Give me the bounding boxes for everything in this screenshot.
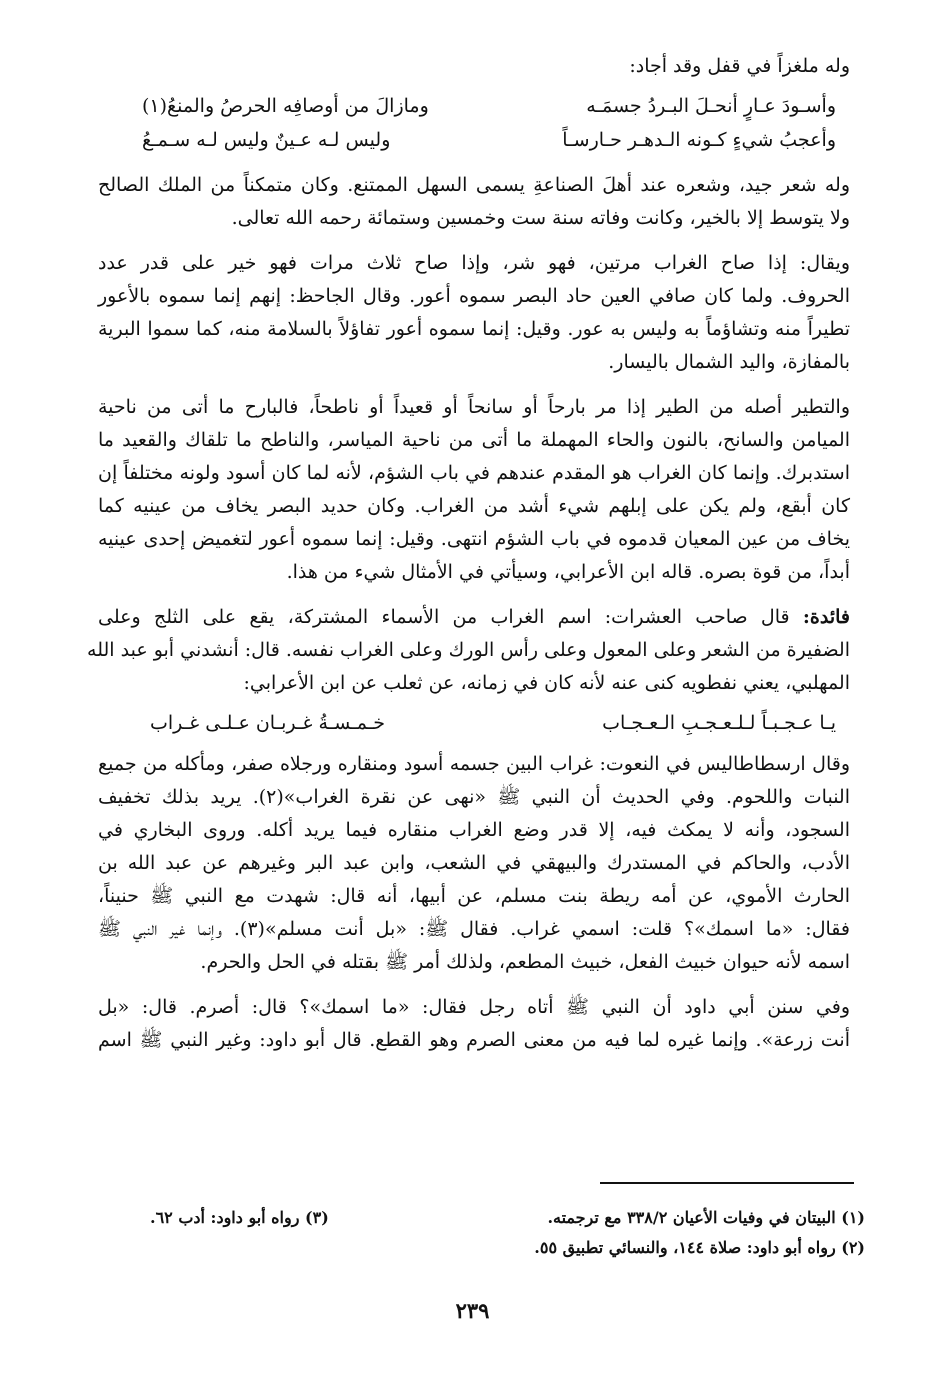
paragraph-line: ولا يتوسط إلا بالخير، وكانت وفاته سنة ست وخمسين وستمائة رحمه الله تعالى. <box>231 207 850 229</box>
verse-2-first-hemistich: وأعجبُ شيءٍ كـونه الـدهـر حـارسـاً <box>562 129 836 151</box>
paragraph-line: النبات واللحوم. وفي الحديث أن النبي ﷺ «نهى عن نقرة الغراب»(٢). يريد بذلك تخفيف <box>98 786 850 808</box>
paragraph-line: ويقال: إذا صاح الغراب مرتين، فهو شر، وإذا صاح ثلاث مرات فهو خير على قدر عدد <box>98 252 850 274</box>
footnote-divider <box>600 1182 854 1184</box>
paragraph-2 <box>98 247 850 379</box>
paragraph-line-text: قال صاحب العشرات: اسم الغراب من الأسماء المشتركة، يقع على الثلج وعلى <box>98 606 803 628</box>
verse-line-3 <box>98 706 850 740</box>
paragraph-1 <box>98 169 850 235</box>
paragraph-line: والتطير أصله من الطير إذا مر بارحاً أو سانحاً أو قعيداً أو ناطحاً، فالبارح ما أتى من ناحية <box>98 396 850 418</box>
verse-3-second-hemistich: خـمـسـةُ غـربـان عـلـى غـراب <box>150 712 386 734</box>
footnote-row <box>150 1203 865 1233</box>
page-number: ٢٣٩ <box>455 1298 490 1323</box>
paragraph-line: أبداً، من قوة بصره. قاله ابن الأعرابي، وسيأتي في الأمثال شيء من هذا. <box>286 561 850 583</box>
paragraph-line: استدبرك. وإنما كان الغراب هو المقدم عندهم في باب الشؤم، لأنه لما كان أسود ولونه مختلفاً إن <box>98 462 850 484</box>
paragraph-line: بالمفازة، واليد الشمال باليسار. <box>608 351 850 373</box>
paragraph-line: وفي سنن أبي داود أن النبي ﷺ أتاه رجل فقال: «ما اسمك»؟ قال: أصرم. قال: «بل <box>98 996 850 1018</box>
verse-line-2 <box>98 123 850 157</box>
paragraph-3 <box>98 391 850 589</box>
footnote-row <box>150 1233 865 1263</box>
paragraph-line: الأدب، والحاكم في المستدرك والبيهقي في الشعب، وابن عبد البر وغيرهم عن عبد الله بن <box>98 852 850 874</box>
verse-3-first-hemistich: يـا عـجـبـاً لـلـعـجـبِ الـعـجـاب <box>602 712 836 734</box>
verse-2-second-hemistich: وليس لـه عـينٌ وليس لـه سـمـعُ <box>142 129 391 151</box>
paragraph-6 <box>98 991 850 1057</box>
footnote-2: (٢) رواه أبو داود: صلاة ١٤٤، والنسائي تطبيق ٥٥. <box>534 1238 865 1257</box>
verse-1-second-hemistich: ومازالَ من أوصافِه الحرصُ والمنعُ(١) <box>142 95 429 117</box>
verse-1-first-hemistich: وأسـودَ عـارٍ أنحـلَ البـردُ جسمَـه <box>586 95 836 117</box>
paragraph-line: الضفيرة من الشعر وعلى المعول وعلى رأس الورك وعلى الغراب نفسه. قال: أنشدني أبو عبد الله <box>87 639 850 661</box>
paragraph-line: يخاف من عين المعيان قدموه في باب الشؤم انتهى. وقيل: إنما سموه أعور لتغميض إحدى عينيه <box>98 528 850 550</box>
paragraph-line: الحروف. ولما كان صافي العين حاد البصر سموه أعور. وقال الجاحظ: إنهم إنما سموه بالأعور <box>98 285 850 307</box>
note-label: فائدة: <box>802 606 850 628</box>
paragraph-line: فقال: «ما اسمك»؟ قلت: اسمي غراب. فقال ﷺ: «بل أنت مسلم»(٣). وإنما غير النبي ﷺ <box>98 918 850 940</box>
poem-intro: وله ملغزاً في قفل وقد أجاد: <box>629 55 850 77</box>
paragraph-line: المهلبي، يعني نفطويه كنى عنه لأنه كان في زمانه، عن ثعلب عن ابن الأعرابي: <box>243 672 850 694</box>
paragraph-line: السجود، وأنه لا يمكث فيه، إلا قدر وضع الغراب منقاره فيما يريد أكله. وروى البخاري في <box>98 819 850 841</box>
paragraph-line: وقال ارسطاطاليس في النعوت: غراب البين جسمه أسود ومنقاره ورجلاه صفر، ومأكله من جميع <box>98 753 850 775</box>
verse-line-1 <box>98 89 850 123</box>
footnote-1: (١) البيتان في وفيات الأعيان ٣٣٨/٢ مع ترجمته. <box>547 1208 865 1227</box>
footnote-3: (٣) رواه أبو داود: أدب ٦٢. <box>150 1208 329 1227</box>
paragraph-line <box>98 601 850 634</box>
footnotes <box>150 1203 865 1263</box>
paragraph-line: أنت زرعة». وإنما غيره لما فيه من معنى الصرم وهو القطع. قال أبو داود: وغير النبي ﷺ اسم <box>98 1029 850 1051</box>
paragraph-line: تطيراً منه وتشاؤماً به وليس به عور. وقيل: إنما سموه أعور تفاؤلاً بالسلامة منه، كما سموا البرية <box>98 318 850 340</box>
page-body <box>87 50 850 1057</box>
paragraph-line: الحارث الأموي، عن أمه ريطة بنت مسلم، عن أبيها، أنه قال: شهدت مع النبي ﷺ حنيناً، <box>98 885 850 907</box>
paragraph-4 <box>87 601 850 700</box>
paragraph-line: اسمه لأنه حيوان خبيث الفعل، خبيث المطعم، ولذلك أمر ﷺ بقتله في الحل والحرم. <box>200 951 850 973</box>
paragraph-5 <box>98 748 850 979</box>
paragraph-line: وله شعر جيد، وشعره عند أهلَ الصناعةِ يسمى السهل الممتنع. وكان متمكناً من الملك الصالح <box>98 174 850 196</box>
paragraph-line: كان أبقع، ولم يكن على إبلهم شيء أشد من الغراب. وكان حديد البصر يخاف من عينيه كما <box>98 495 850 517</box>
paragraph-line: الميامن والسانح، بالنون والحاء المهملة ما أتى من ناحية المياسر، والناطح ما تلقاك والقعيد ما <box>98 429 850 451</box>
